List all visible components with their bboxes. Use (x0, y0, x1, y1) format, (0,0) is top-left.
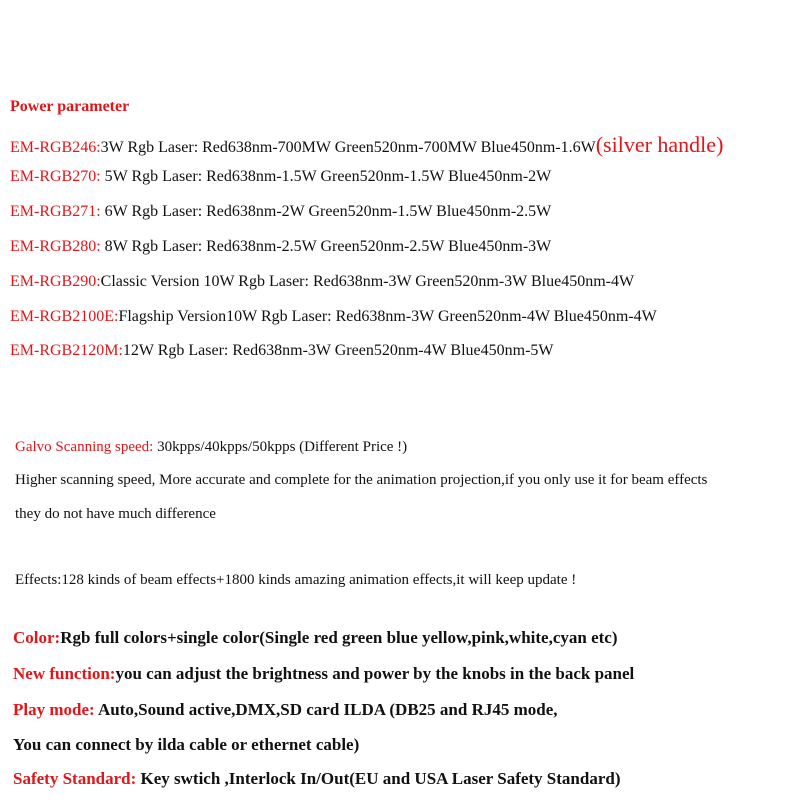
new-function-line (13, 664, 634, 684)
safety-value: Key swtich ,Interlock In/Out(EU and USA Laser Safety Standard) (140, 769, 621, 788)
model-spec: 6W Rgb Laser: Red638nm-2W Green520nm-1.5W Blue450nm-2.5W (100, 203, 552, 220)
galvo-description-line2: they do not have much difference (15, 506, 216, 522)
model-code: EM-RGB2100E: (10, 308, 119, 325)
model-code: EM-RGB270: (10, 168, 101, 185)
function-label: New function: (13, 664, 116, 683)
safety-label: Safety Standard: (13, 769, 141, 788)
model-spec: 12W Rgb Laser: Red638nm-3W Green520nm-4W Blue450nm-5W (122, 342, 554, 359)
play-mode-label: Play mode: (13, 700, 98, 719)
model-row-rgb2100e (10, 308, 657, 326)
color-label: Color: (13, 628, 61, 647)
galvo-label: Galvo Scanning speed: (15, 439, 158, 455)
model-spec: Flagship Version10W Rgb Laser: Red638nm-3W Green520nm-4W Blue450nm-4W (118, 308, 657, 325)
play-mode-line (13, 700, 558, 720)
model-spec: Classic Version 10W Rgb Laser: Red638nm-3W Green520nm-3W Blue450nm-4W (100, 273, 635, 290)
effects-line: Effects:128 kinds of beam effects+1800 kinds amazing animation effects,it will keep update ! (15, 572, 577, 588)
model-code: EM-RGB2120M: (10, 342, 123, 359)
model-spec: 3W Rgb Laser: Red638nm-700MW Green520nm-700MW Blue450nm-1.6W (100, 139, 596, 156)
model-row-rgb2120m (10, 342, 554, 360)
model-row-rgb246 (10, 132, 723, 158)
model-code: EM-RGB290: (10, 273, 101, 290)
model-spec: 5W Rgb Laser: Red638nm-1.5W Green520nm-1.5W Blue450nm-2W (100, 168, 552, 185)
play-mode-line2: You can connect by ilda cable or ethernet cable) (13, 735, 360, 754)
model-row-rgb271 (10, 203, 551, 221)
model-code: EM-RGB246: (10, 139, 101, 156)
model-row-rgb270 (10, 168, 551, 186)
model-row-rgb280 (10, 238, 551, 256)
galvo-description-line1: Higher scanning speed, More accurate and complete for the animation projection,if you only use it for beam effects (15, 472, 708, 488)
power-parameter-heading: Power parameter (10, 98, 130, 115)
model-note: (silver handle) (595, 132, 724, 157)
galvo-speed-line (15, 439, 407, 456)
color-line (13, 628, 618, 648)
safety-standard-line (13, 769, 621, 789)
function-value: you can adjust the brightness and power by the knobs in the back panel (115, 664, 635, 683)
model-spec: 8W Rgb Laser: Red638nm-2.5W Green520nm-2.5W Blue450nm-3W (100, 238, 552, 255)
play-mode-value: Auto,Sound active,DMX,SD card ILDA (DB25 and RJ45 mode, (98, 700, 558, 719)
galvo-value: 30kpps/40kpps/50kpps (Different Price !) (157, 439, 408, 455)
model-row-rgb290 (10, 273, 634, 291)
color-value: Rgb full colors+single color(Single red green blue yellow,pink,white,cyan etc) (60, 628, 618, 647)
model-code: EM-RGB271: (10, 203, 101, 220)
model-code: EM-RGB280: (10, 238, 101, 255)
